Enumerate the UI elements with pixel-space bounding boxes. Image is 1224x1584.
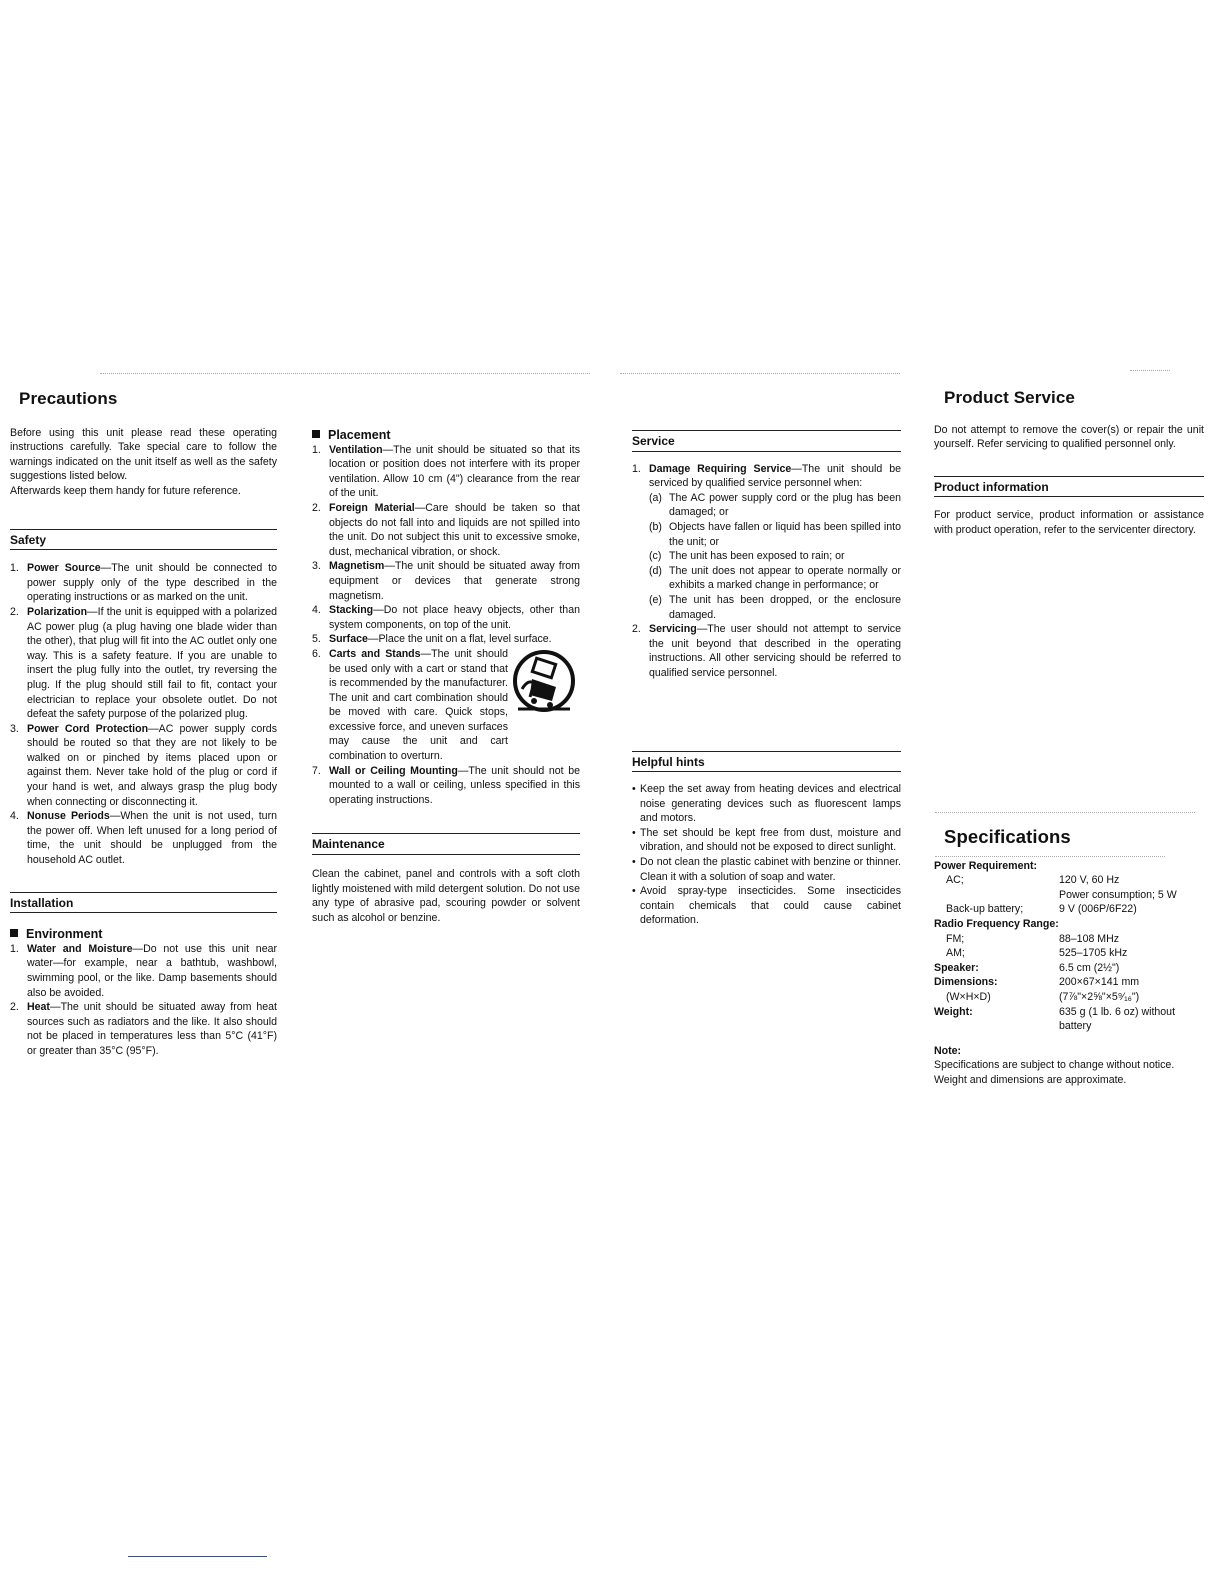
spec-label: Weight: [934,1005,973,1018]
spec-value: Power consumption; 5 W [1059,888,1177,901]
item-number: 4. [312,604,321,617]
item-text: —The unit should be situated away from heat sources such as radiators and the like. It also should not be placed in temperatures less than 5°C (41°F) or greater than 35°C (95°F). [27,1001,277,1057]
item-text: —The unit should be connected to power supply only of the type described in the operating instructions or as marked on the unit. [27,562,277,604]
bullet-icon: • [632,783,636,796]
list-item [312,647,580,764]
list-item [312,603,580,632]
product-service-column [934,388,1204,538]
spec-row [934,902,1204,917]
item-number: 6. [312,647,321,660]
spec-row [934,888,1204,903]
safety-list [10,561,277,867]
installation-heading [10,892,277,914]
list-item [10,1000,277,1058]
list-item [312,443,580,501]
sub-label: (e) [649,593,662,606]
item-text: —When the unit is not used, turn the power off. When left unused for a long period of time, the unit should be unplugged from the household AC outlet. [27,810,277,867]
bullet-icon: • [632,856,636,869]
safety-heading [10,529,277,551]
service-heading-label: Service [632,434,675,448]
item-term: Nonuse Periods [27,810,110,823]
item-text: —The unit should be situated so that its location or position does not interfere with its proper ventilation. Allow 10 cm (4") clearance from the rear of the unit. [329,443,580,500]
list-item [10,605,277,722]
sub-text: The unit does not appear to operate normally or exhibits a marked change in performance; or [669,564,901,592]
spec-label: FM; [946,932,965,945]
sub-text: The unit has been dropped, or the enclosure damaged. [669,593,901,621]
list-item [632,826,901,855]
sub-label: (d) [649,564,662,577]
item-number: 7. [312,764,321,777]
item-number: 2. [312,501,321,514]
item-text: —If the unit is equipped with a polarized AC power plug (a plug having one blade wider than the other), that plug will fit into the AC outlet only one way. This is a safety feature. If you are unable to insert the plug fully into the outlet, try reversing the plug. If the plug should still fail to fit, contact your electrician to replace your obsolete outlet. Do not defeat the safety purpose of the polarized plug. [27,605,277,721]
note-text: Weight and dimensions are approximate. [934,1073,1127,1086]
precautions-column [10,389,277,1059]
item-number: 5. [312,633,321,646]
hint-text: The set should be kept free from dust, moisture and vibration, and should not be exposed to direct sunlight. [640,826,901,854]
item-term: Carts and Stands [329,647,421,660]
precautions-title: Precautions [19,389,118,408]
cart-tipover-warning-icon [512,649,576,715]
product-information-heading-label: Product information [934,479,1049,494]
spec-label: Radio Frequency Range: [934,917,1059,930]
spec-row [934,961,1204,976]
spec-label: AM; [946,947,965,960]
environment-title [10,927,277,942]
spec-row [934,873,1204,888]
note-text: Specifications are subject to change without notice. [934,1059,1175,1072]
bullet-icon: • [632,826,636,839]
placement-title-label: Placement [328,428,391,442]
maintenance-heading-label: Maintenance [312,837,385,852]
item-text: —Place the unit on a flat, level surface. [367,633,552,646]
item-text: —The unit should be situated away from equipment or devices that generate strong magnetism. [329,560,580,602]
item-term: Servicing [649,623,697,636]
list-item [632,462,901,623]
bullet-icon: • [632,885,636,898]
precautions-intro: Before using this unit please read these operating instructions carefully. Take special care to follow the warnings indicated on the unit itself as well as the safety suggestions listed below. [10,426,277,483]
item-text: —The unit should be used only with a cart or stand that is recommended by the manufacturer. The unit and cart combination should be moved with care. Quick stops, excessive force, and uneven surfaces may cause the unit and cart combination to overturn. [329,647,508,763]
item-text: —The unit should be serviced by qualified service personnel when: [649,462,901,490]
service-sub-list [649,491,901,622]
list-item [649,564,901,593]
placement-title [312,428,580,443]
item-term: Magnetism [329,560,385,573]
item-number: 3. [10,722,19,735]
item-term: Power Source [27,562,101,575]
spec-value: 635 g (1 lb. 6 oz) without battery [1059,1005,1176,1033]
spec-value: 6.5 cm (2½") [1059,961,1120,974]
sub-label: (a) [649,491,662,504]
spec-row [934,917,1204,932]
list-item [649,549,901,564]
product-service-text: Do not attempt to remove the cover(s) or repair the unit yourself. Refer servicing to qualified personnel only. [934,423,1204,451]
specifications-title: Specifications [944,826,1071,847]
product-service-title: Product Service [944,388,1075,407]
list-item [649,520,901,549]
environment-list [10,942,277,1059]
item-number: 1. [632,462,641,475]
square-bullet-icon [10,929,18,937]
item-text: —Do not place heavy objects, other than system components, on top of the unit. [329,604,580,631]
spec-row [934,1005,1204,1034]
spec-label: (W×H×D) [946,990,991,1003]
list-item [312,632,580,647]
scan-noise-line [1130,370,1170,372]
sub-text: Objects have fallen or liquid has been spilled into the unit; or [669,520,901,548]
spec-label: Speaker: [934,961,979,974]
list-item [632,622,901,680]
list-item [312,559,580,603]
note-label: Note: [934,1044,962,1057]
list-item [10,561,277,605]
spec-row [934,946,1204,961]
item-number: 1. [10,942,19,955]
spec-label: Back-up battery; [946,903,1024,916]
item-term: Wall or Ceiling Mounting [329,764,458,777]
maintenance-heading [312,833,580,855]
placement-list [312,443,580,808]
service-heading [632,430,901,452]
hint-text: Do not clean the plastic cabinet with benzine or thinner. Clean it with a solution of soap and water. [640,856,901,883]
helpful-hints-heading-label: Helpful hints [632,754,705,769]
item-text: —The unit should not be mounted to a wall or ceiling, unless specified in this operating instructions. [329,764,580,806]
item-number: 2. [10,605,19,618]
sub-label: (b) [649,520,662,533]
list-item [649,491,901,520]
helpful-hints-heading [632,751,901,773]
list-item [312,501,580,559]
item-text: —Do not use this unit near water—for example, near a bathtub, washbowl, swimming pool, or the like. Damp basements should also be avoided. [27,942,277,999]
helpful-hints-list [632,782,901,928]
spec-label: AC; [946,874,964,887]
spec-row [934,932,1204,947]
sub-text: The AC power supply cord or the plug has been damaged; or [669,491,901,519]
hint-text: Avoid spray-type insecticides. Some insecticides contain chemicals that could cause cabinet deformation. [640,885,901,927]
item-term: Water and Moisture [27,942,133,955]
spec-note [934,1044,1204,1088]
item-text: —Care should be taken so that objects do not fall into and liquids are not spilled into the unit. Do not subject this unit to excessive smoke, dust, mechanical vibration, or shock. [329,501,581,558]
service-list [632,462,901,681]
spec-value: (7⅞"×2⅝"×5⁹⁄₁₆") [1059,990,1140,1003]
sub-text: The unit has been exposed to rain; or [669,550,845,563]
spec-table [934,859,1204,1034]
safety-heading-label: Safety [10,532,47,547]
list-item [10,942,277,1000]
item-text: —AC power supply cords should be routed so that they are not likely to be walked on or pinched by items placed upon or against them. Never take hold of the plug or cord if your hand is wet, and always grasp the plug body when connecting or disconnecting it. [27,722,277,808]
spec-row [934,859,1204,874]
list-item [10,722,277,810]
sub-label: (c) [649,550,662,563]
bottom-rule [128,1556,267,1557]
list-item [632,884,901,928]
square-bullet-icon [312,430,320,438]
placement-column [312,428,580,925]
installation-heading-label: Installation [10,895,74,910]
service-column [632,430,901,928]
item-term: Foreign Material [329,501,415,514]
list-item [632,782,901,826]
list-item [10,809,277,867]
list-item [632,855,901,884]
product-information-text: For product service, product information or assistance with product operation, refer to the servicenter directory. [934,509,1204,536]
hint-text: Keep the set away from heating devices and electrical noise generating devices such as fluorescent lamps and motors. [640,783,901,825]
scan-noise-line [935,812,1195,814]
specifications-section [934,826,1204,1088]
scan-noise-line [620,373,900,375]
item-term: Ventilation [329,443,383,456]
spec-value: 525–1705 kHz [1059,947,1128,960]
item-term: Surface [329,633,368,646]
spec-label: Dimensions: [934,976,998,989]
spec-value: 88–108 MHz [1059,932,1120,945]
item-term: Stacking [329,604,374,617]
environment-title-label: Environment [26,927,103,942]
item-term: Damage Requiring Service [649,462,792,475]
item-number: 1. [312,443,321,456]
spec-label: Power Requirement: [934,859,1038,872]
item-number: 2. [632,623,641,636]
item-number: 1. [10,562,19,575]
item-term: Power Cord Protection [27,722,149,735]
spec-value: 120 V, 60 Hz [1059,874,1120,887]
spec-value: 9 V (006P/6F22) [1059,903,1137,916]
item-term: Heat [27,1001,50,1014]
item-number: 3. [312,560,321,573]
spec-row [934,990,1204,1005]
precautions-intro-2: Afterwards keep them handy for future reference. [10,484,241,497]
product-information-heading [934,476,1204,498]
spec-row [934,975,1204,990]
item-term: Polarization [27,605,88,618]
list-item [649,593,901,622]
list-item [312,764,580,808]
item-number: 2. [10,1001,19,1014]
spec-value: 200×67×141 mm [1059,976,1140,989]
scan-noise-line [100,373,590,375]
maintenance-text: Clean the cabinet, panel and controls with a soft cloth lightly moistened with mild detergent solution. Do not use any type of abrasive pad, scouring powder or solvent such as alcohol or benzine. [312,868,580,924]
item-text: —The user should not attempt to service the unit beyond that described in the operating instructions. All other servicing should be referred to qualified service personnel. [649,623,901,679]
item-number: 4. [10,810,19,823]
